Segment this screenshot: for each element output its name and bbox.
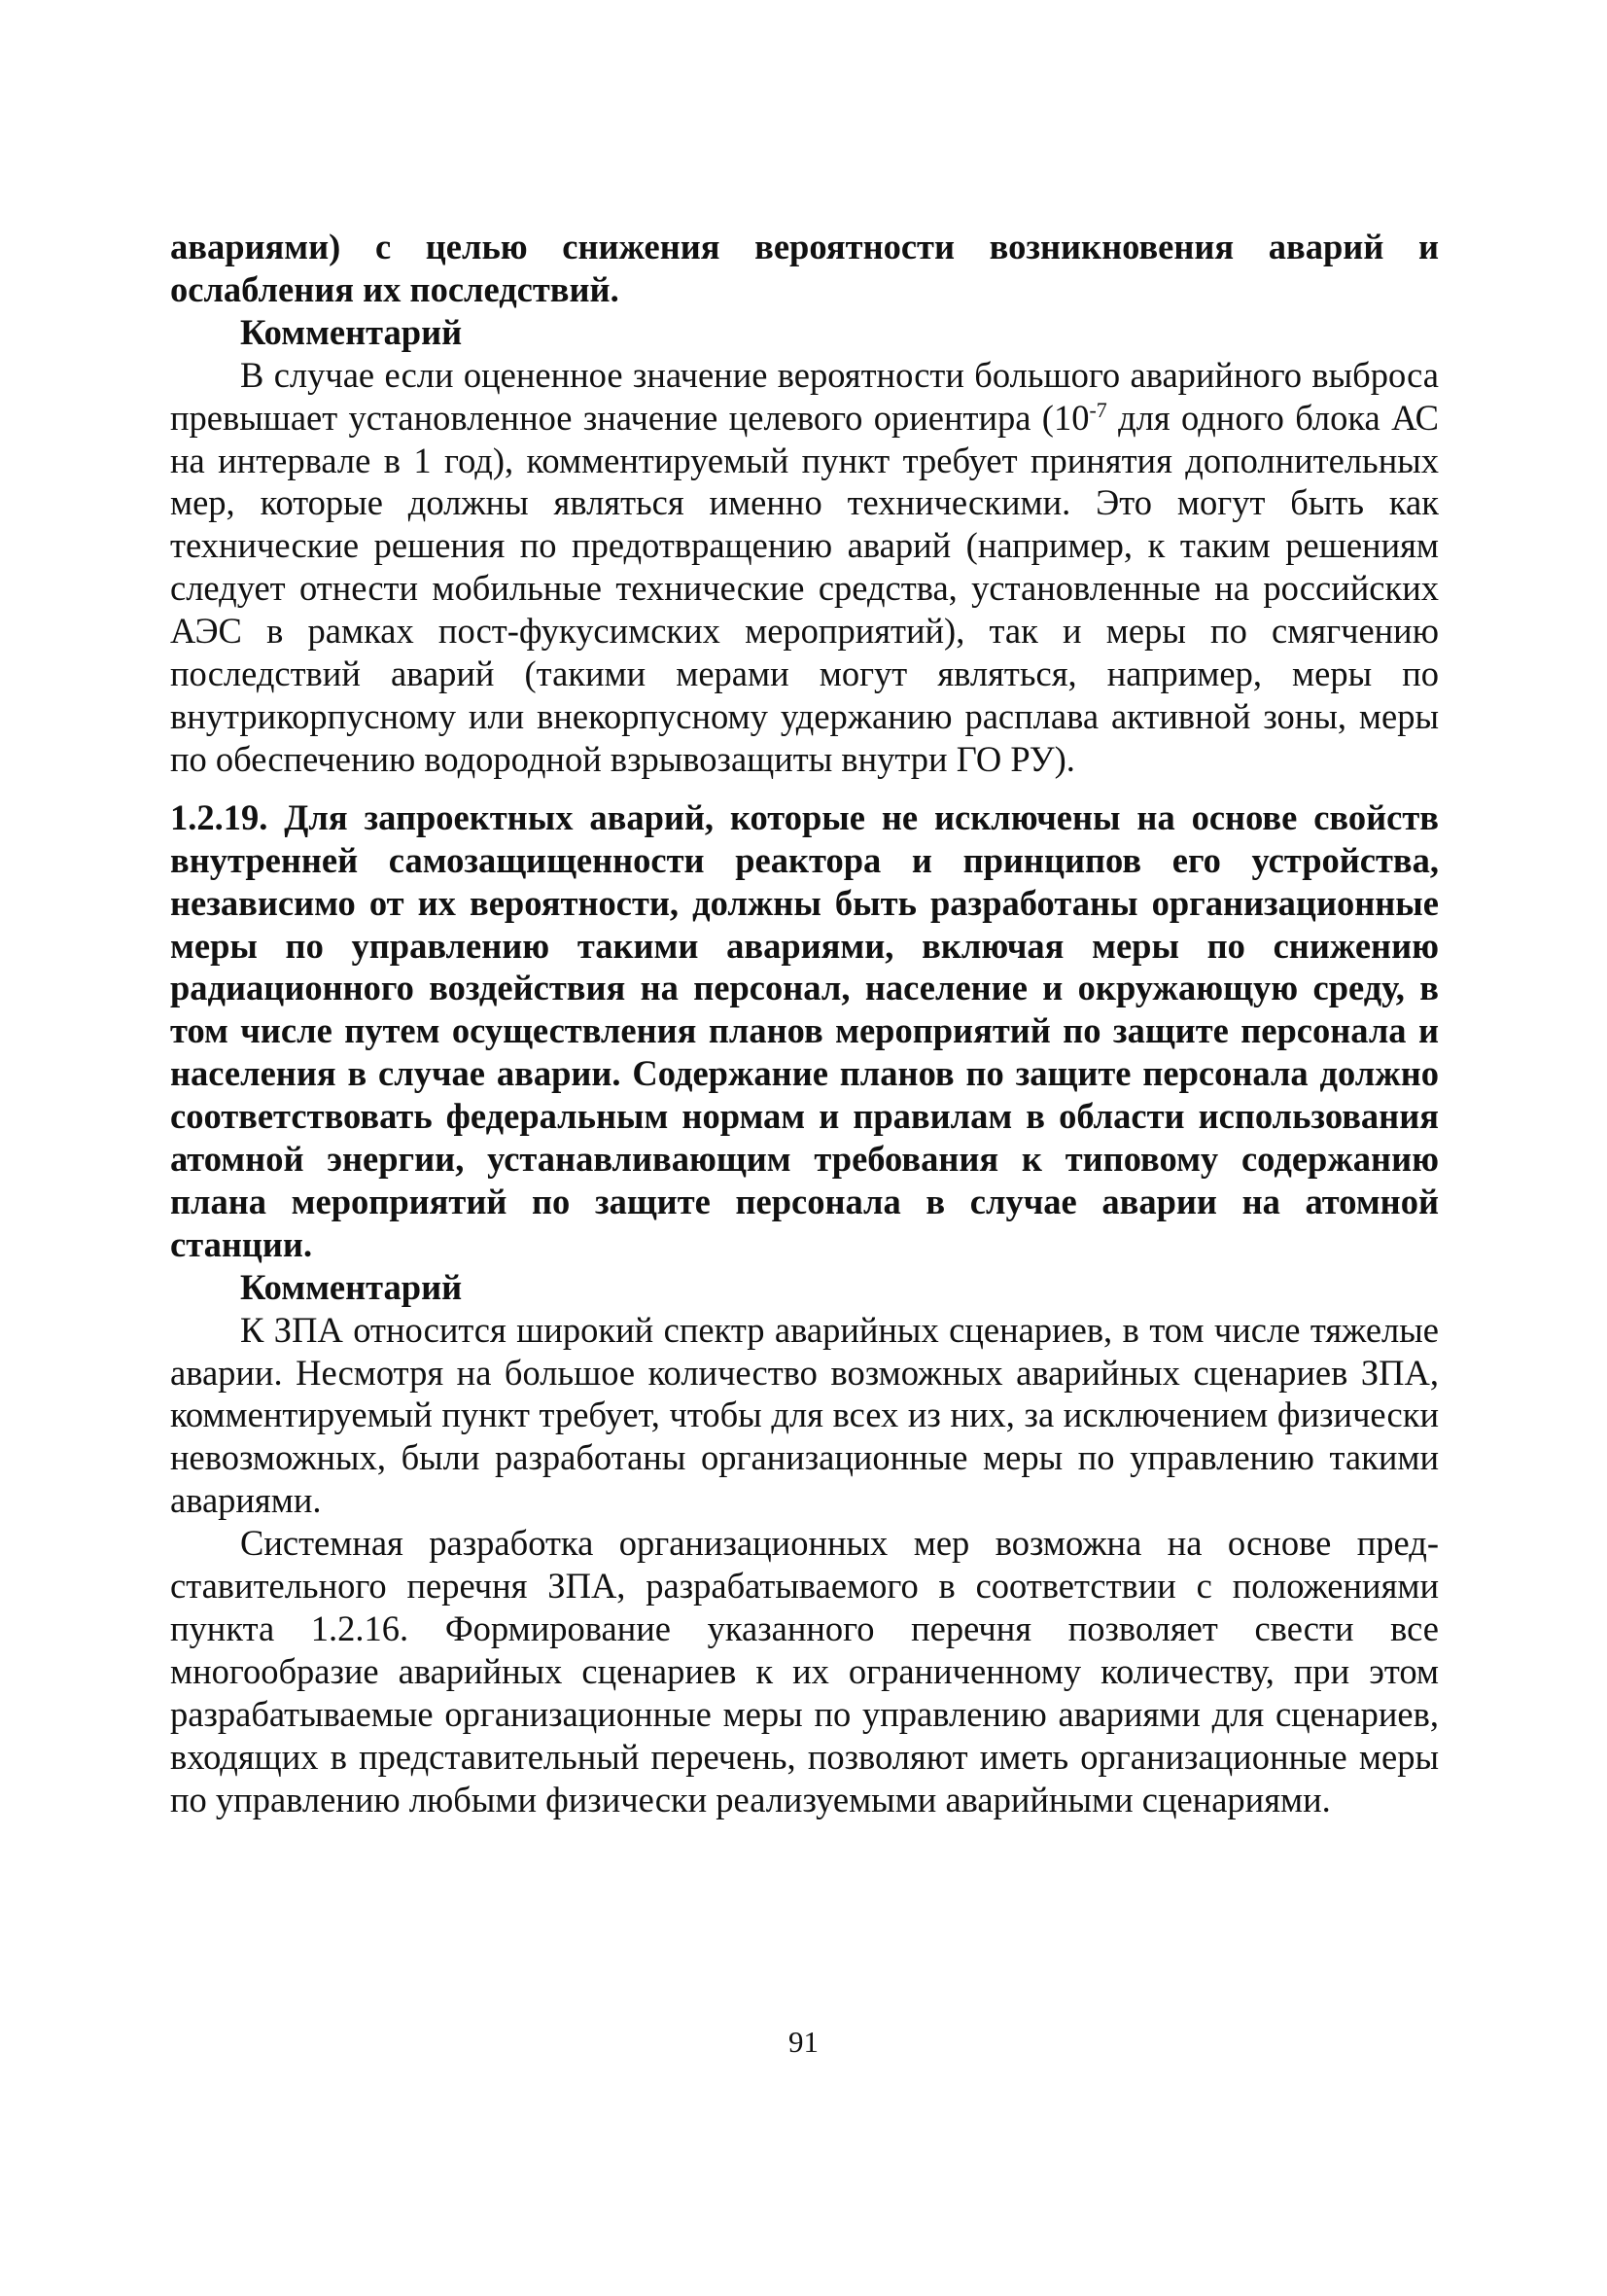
text-column: [170, 226, 1439, 1821]
comment-heading: Комментарий: [240, 311, 463, 352]
comment-text-part: В случае если оцененное значение вероятности большого аварийного выброса превышает установленное значение целевого ориентира (10: [170, 354, 1439, 438]
clause-paragraph: [170, 796, 1439, 1266]
comment-paragraph: К ЗПА относится широкий спектр аварийных сценариев, в том числе тяжелые аварии. Несмотря на большое количество возможных аварийных сценариев ЗПА, комментируемый пункт требует, чтобы для всех из них, за исключением физически невозможных, были разработаны организационные меры по управлению такими авариями.: [170, 1309, 1439, 1521]
continuation-paragraph: авариями) с целью снижения вероятности возникновения аварий и ослабления их последствий.: [170, 227, 1439, 309]
exponent: -7: [1089, 397, 1107, 422]
comment-text-part: для одного блока АС на интервале в 1 год), комментируемый пункт требует принятия дополнительных мер, которые должны являться именно техническими. Это могут быть как технические решения по предотвращению аварий (например, к таким решениям следует отнести мобильные технические средства, установленные на российских АЭС в рамках пост-фукусимских мероприятий), так и меры по смягчению последствий аварий (такими мерами могут являться, например, меры по внутрикорпусному или внекорпусному удержанию расплава активной зоны, меры по обеспечению водородной взрывозащиты внутри ГО РУ).: [170, 397, 1439, 779]
comment-paragraph: [170, 354, 1439, 781]
clause-text: Для запроектных аварий, которые не исключены на основе свойств внутренней самозащищенности реактора и принципов его устройства, независимо от их вероятности, должны быть разработаны организационные меры по управлению такими авариями, включая меры по снижению радиационного воздействия на персонал, население и окружающую среду, в том числе путем осуществления планов мероприятий по защите персонала и населения в случае аварии. Содержание планов по защите персонала должно соответствовать федеральным нормам и правилам в области использования атомной энергии, устанавливающим требования к типовому содержанию плана мероприятий по защите персонала в случае аварии на атомной станции.: [170, 796, 1440, 1264]
clause-number: 1.2.19.: [170, 796, 268, 837]
comment-heading: Комментарий: [240, 1266, 463, 1307]
page-number: 91: [788, 2025, 819, 2059]
comment-paragraph: Системная разработка организационных мер возможна на основе представительного перечня ЗПА, разрабатываемого в соответствии с положениями пункта 1.2.16. Формирование указанного перечня позволяет свести все многообразие аварийных сценариев к их ограниченному количеству, при этом разрабатываемые организационные меры по управлению авариями для сценариев, входящих в представительный перечень, позволяют иметь организационные меры по управлению любыми физически реализуемыми аварийными сценариями.: [170, 1523, 1439, 1819]
